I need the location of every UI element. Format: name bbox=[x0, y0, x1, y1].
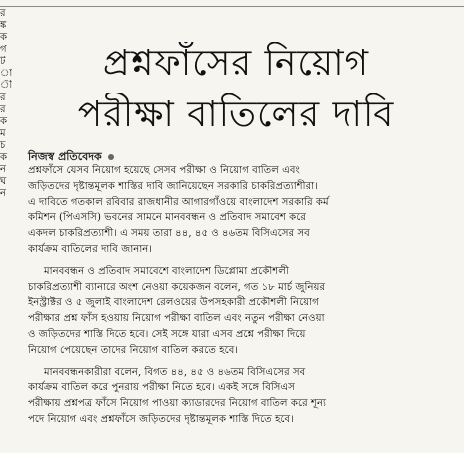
left-fragment: ন bbox=[0, 188, 6, 199]
left-fragment: ক bbox=[0, 32, 7, 43]
paragraph-line: একদল চাকরিপ্রত্যাশী। এ সময় তারা ৪৪, ৪৫ ও ৪৬তম বিসিএসের সব bbox=[28, 228, 310, 240]
paragraph-line: কমিশন (পিএসসি) ভবনের সামনে মানববন্ধন ও প্রতিবাদ সমাবেশ করে bbox=[28, 212, 306, 224]
adjacent-column-fragment bbox=[0, 8, 12, 453]
left-fragment: ী bbox=[0, 80, 12, 91]
left-fragment: র bbox=[0, 92, 6, 103]
paragraph-line: মানববন্ধন ও প্রতিবাদ সমাবেশে বাংলাদেশ ডিপ্লোমা প্রকৌশলী bbox=[44, 265, 289, 277]
left-fragment: ন bbox=[0, 164, 6, 175]
left-fragment: ক bbox=[0, 152, 7, 163]
headline-line-1: প্রশ্নফাঁসের নিয়োগ bbox=[102, 43, 370, 84]
left-fragment: ঘ bbox=[0, 176, 7, 187]
article-body bbox=[28, 163, 458, 451]
paragraph-line: চাকরিপ্রত্যাশী ব্যানারে অংশ নেওয়া কয়েকজন বলেন, গত ১৮ মার্চ জুনিয়র bbox=[28, 281, 326, 293]
left-fragment: র bbox=[0, 8, 6, 19]
paragraph-line: ও জড়িতদের শাস্তি দিতে হবে। সেই সঙ্গে যারা এসব প্রশ্নে পরীক্ষা দিয়ে bbox=[28, 328, 306, 340]
paragraph-line: কার্যক্রম বাতিলের দাবি জানান। bbox=[28, 243, 153, 255]
paragraph-line: ইনস্ট্রাক্টর ও ৫ জুলাই বাংলাদেশ রেলওয়ের উপসহকারী প্রকৌশলী নিয়োগ bbox=[28, 297, 319, 309]
byline-text: নিজস্ব প্রতিবেদক bbox=[28, 150, 102, 163]
paragraph-line: কার্যক্রম বাতিল করে পুনরায় পরীক্ষা নিতে হবে। একই সঙ্গে বিসিএস bbox=[28, 382, 296, 394]
left-fragment: ট bbox=[0, 56, 6, 67]
bullet-dot-icon bbox=[108, 154, 114, 160]
paragraph-line: এ দাবিতে গতকাল রবিবার রাজধানীর আগারগাঁওয়ে বাংলাদেশ সরকারি কর্ম bbox=[28, 196, 329, 208]
left-fragment: গ bbox=[0, 44, 7, 55]
paragraph-line: মানববন্ধনকারীরা বলেন, বিগত ৪৪, ৪৫ ও ৪৬তম বিসিএসের সব bbox=[44, 366, 306, 378]
left-fragment: র bbox=[0, 104, 6, 115]
paragraph-line: পরীক্ষায় প্রশ্নপত্র ফাঁসে নিয়োগ পাওয়া ক্যাডারদের নিয়োগ বাতিল করে শূন্য bbox=[28, 398, 326, 410]
paragraph-line: জড়িতদের দৃষ্টান্তমূলক শাস্তির দাবি জানিয়েছেন সরকারি চাকরিপ্রত্যাশীরা। bbox=[28, 180, 318, 192]
left-fragment: া bbox=[0, 68, 12, 79]
left-fragment: চ bbox=[0, 140, 6, 151]
paragraph-line: পদে নিয়োগ এবং প্রশ্নফাঁসে জড়িতদের দৃষ্টান্তমূলক শাস্তি দিতে হবে। bbox=[28, 413, 294, 425]
paragraph-line: পরীক্ষার প্রশ্ন ফাঁস হওয়ায় নিয়োগ পরীক্ষা বাতিল এবং নতুন পরীক্ষা নেওয়া bbox=[28, 313, 325, 325]
byline bbox=[28, 150, 228, 164]
left-fragment: ম bbox=[0, 128, 6, 139]
headline-line-2: পরীক্ষা বাতিলের দাবি bbox=[77, 94, 395, 135]
top-rule bbox=[0, 6, 464, 7]
paragraph-line: প্রশ্নফাঁসে যেসব নিয়োগ হয়েছে সেসব পরীক্ষা ও নিয়োগ বাতিল এবং bbox=[28, 165, 300, 176]
left-fragment: ঙ্ক bbox=[0, 20, 7, 31]
left-fragment: ক bbox=[0, 116, 7, 127]
paragraph-line: নিয়োগ পেয়েছেন তাদের নিয়োগ বাতিল করতে হবে। bbox=[28, 344, 239, 356]
